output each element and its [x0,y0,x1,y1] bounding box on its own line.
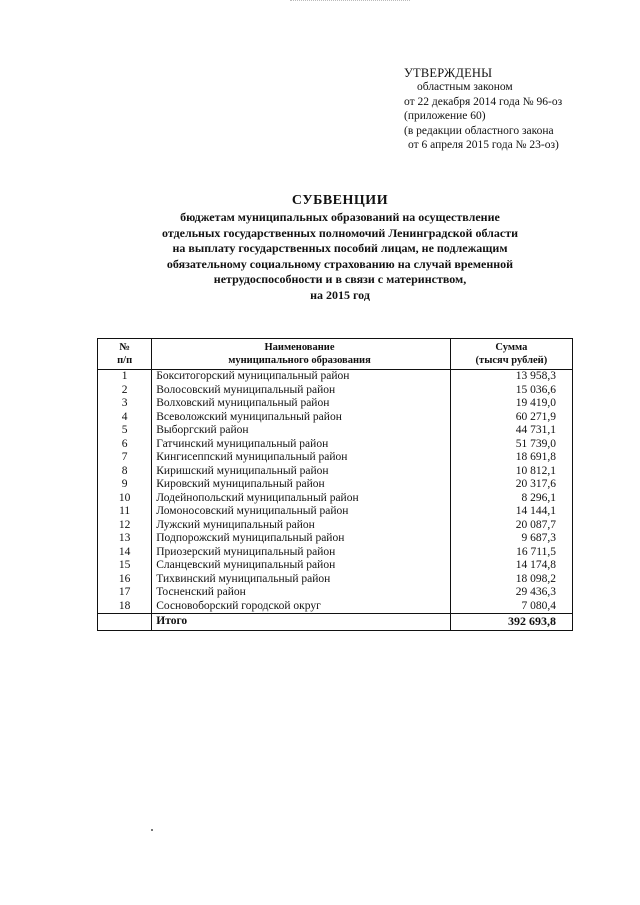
row-number: 17 [98,586,152,600]
table-row [98,384,573,398]
total-label: Итого [152,614,450,631]
row-name: Кингисеппский муниципальный район [152,451,450,465]
row-name: Тихвинский муниципальный район [152,573,450,587]
row-number: 7 [98,451,152,465]
row-name: Гатчинский муниципальный район [152,438,450,452]
table-row [98,438,573,452]
table-row [98,411,573,425]
approval-stamp [404,66,562,152]
row-name: Тосненский район [152,586,450,600]
table-row [98,478,573,492]
row-number: 13 [98,532,152,546]
row-sum: 29 436,3 [450,586,572,600]
row-sum: 13 958,3 [450,370,572,384]
table-row [98,532,573,546]
row-name: Приозерский муниципальный район [152,546,450,560]
table-row [98,586,573,600]
approval-line: от 22 декабря 2014 года № 96-оз [404,95,563,108]
approval-heading: УТВЕРЖДЕНЫ [404,66,493,80]
table-row [98,451,573,465]
row-name: Киришский муниципальный район [152,465,450,479]
approval-line: (приложение 60) [404,110,486,123]
title-main: СУБВЕНЦИИ [291,193,389,208]
table-row [98,397,573,411]
row-number: 5 [98,424,152,438]
title-line: бюджетам муниципальных образований на осуществление [180,210,500,224]
row-sum: 20 317,6 [450,478,572,492]
row-name: Выборгский район [152,424,450,438]
table-total-row [98,614,573,631]
table-row [98,546,573,560]
row-name: Бокситогорский муниципальный район [152,370,450,384]
row-sum: 15 036,6 [450,384,572,398]
row-name: Кировский муниципальный район [152,478,450,492]
row-number: 8 [98,465,152,479]
table-row [98,492,573,506]
title-line: обязательному социальному страхованию на случай временной [166,256,514,271]
row-name: Ломоносовский муниципальный район [152,505,450,519]
document-title [100,192,580,304]
total-sum: 392 693,8 [450,614,572,631]
header-sum: Сумма (тысяч рублей) [450,339,572,370]
row-number: 4 [98,411,152,425]
row-sum: 14 174,8 [450,559,572,573]
approval-line: от 6 апреля 2015 года № 23-оз) [408,139,559,152]
row-sum: 14 144,1 [450,505,572,519]
row-name: Лодейнопольский муниципальный район [152,492,450,506]
row-number: 16 [98,573,152,587]
title-line: нетрудоспособности и в связи с материнством, [213,272,467,287]
row-name: Сосновоборский городской округ [152,600,450,614]
title-line: на выплату государственных пособий лицам, не подлежащим [172,241,508,256]
row-name: Волосовский муниципальный район [152,384,450,398]
row-sum: 7 080,4 [450,600,572,614]
row-number: 12 [98,519,152,533]
table-row [98,559,573,573]
row-sum: 18 691,8 [450,451,572,465]
row-number: 11 [98,505,152,519]
row-number: 1 [98,370,152,384]
header-name: Наименование муниципального образования [152,339,450,370]
table-header-row [98,339,573,370]
row-sum: 44 731,1 [450,424,572,438]
table-row [98,424,573,438]
row-number: 2 [98,384,152,398]
title-line: отдельных государственных полномочий Ленинградской области [161,225,519,240]
row-number: 9 [98,478,152,492]
table-row [98,465,573,479]
table-row [98,573,573,587]
header-number: № п/п [98,339,152,370]
row-sum: 10 812,1 [450,465,572,479]
row-number: 15 [98,559,152,573]
row-sum: 9 687,3 [450,532,572,546]
total-number-cell [98,614,152,631]
approval-line: (в редакции областного закона [404,124,554,137]
row-sum: 19 419,0 [450,397,572,411]
row-name: Волховский муниципальный район [152,397,450,411]
row-number: 3 [98,397,152,411]
row-name: Сланцевский муниципальный район [152,559,450,573]
table-row [98,505,573,519]
row-sum: 20 087,7 [450,519,572,533]
row-number: 10 [98,492,152,506]
table-row [98,370,573,384]
row-sum: 51 739,0 [450,438,572,452]
row-name: Подпорожский муниципальный район [152,532,450,546]
row-name: Всеволожский муниципальный район [152,411,450,425]
title-line: на 2015 год [310,287,370,302]
row-number: 14 [98,546,152,560]
scan-artifact [290,0,410,4]
subsidies-table [97,338,573,631]
row-name: Лужский муниципальный район [152,519,450,533]
row-sum: 60 271,9 [450,411,572,425]
table-row [98,519,573,533]
row-number: 6 [98,438,152,452]
row-sum: 18 098,2 [450,573,572,587]
row-number: 18 [98,600,152,614]
row-sum: 8 296,1 [450,492,572,506]
scan-speck [151,829,153,831]
table-row [98,600,573,614]
approval-line: областным законом [417,81,513,94]
row-sum: 16 711,5 [450,546,572,560]
